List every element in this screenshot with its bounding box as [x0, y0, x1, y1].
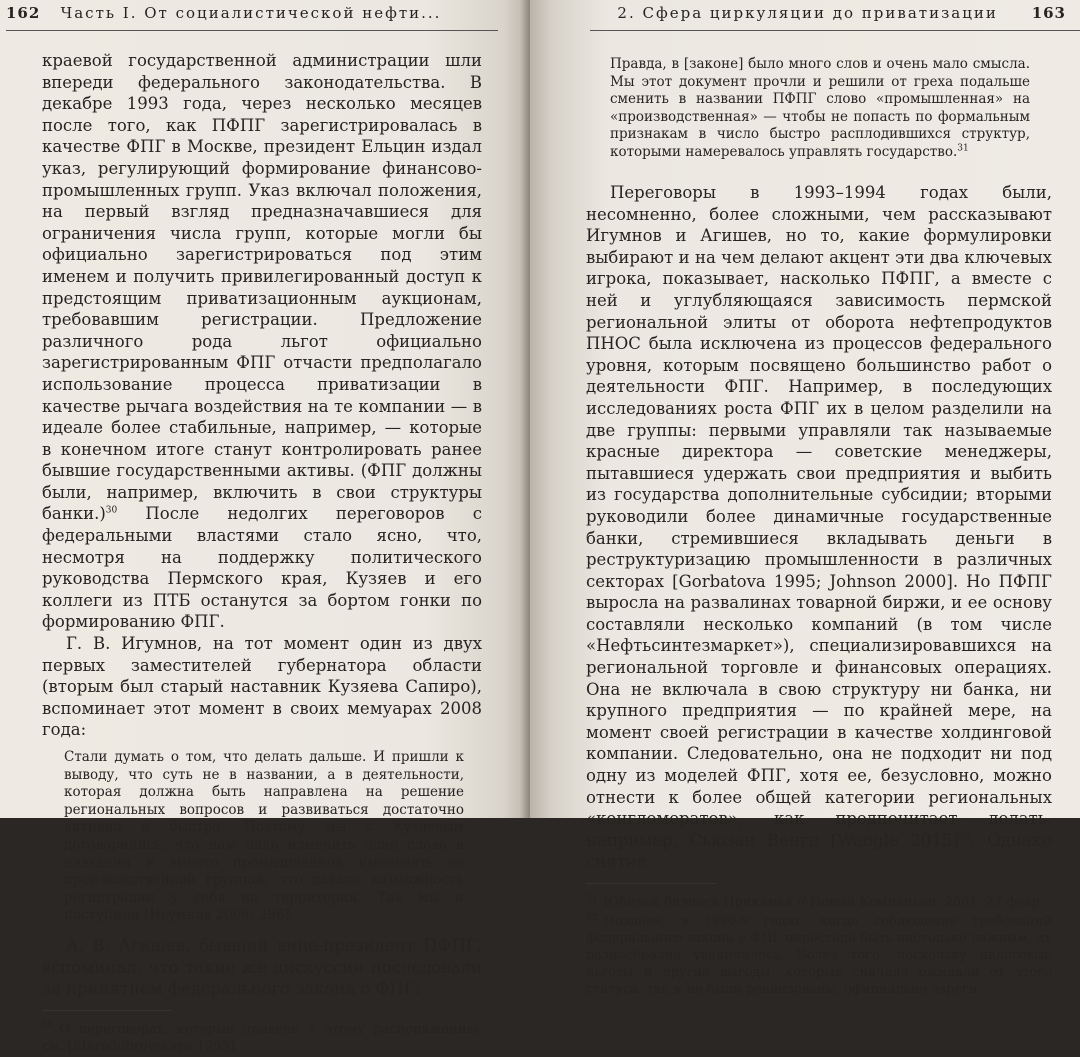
right-body-text: [586, 182, 1052, 1000]
footnote-30: [42, 1021, 482, 1055]
right-footnotes: [586, 894, 1052, 998]
footnote-32-text: Позднее, в 1990-х годах, когда соблюдение требований федерального закона о ФПГ перестало быть настолько важным, их разнообразие увеличилось. Более того, поскольку налоговые льготы и другие выгоды, которых сначала ожидали от этого статуса, так и не были реализованы, официально зареги-: [586, 914, 1052, 997]
right-page-number: 163: [1031, 4, 1066, 22]
left-paragraph-1: [42, 50, 482, 633]
footnote-30-text: О переговорах, которые привели к этому распоряжению, см. [Starodubrovskaya 1995].: [42, 1021, 482, 1054]
left-paragraph-1-continuation: После недолгих переговоров с федеральными властями стало ясно, что, несмотря на поддержку политического руководства Пермского края, Кузяев и его коллеги из ПТБ останутся за бортом гонки по формированию ФПГ.: [42, 504, 482, 632]
right-quote-text: Правда, в [законе] было много слов и очень мало смысла. Мы этот документ прочли и решили от греха подальше сменить в названии ПФПГ слово «промышленная» на «производственная» — чтобы не попасть по формальным признакам в число быстро расплодившихся структур, которыми намеревалось управлять государство.: [610, 56, 1030, 160]
footnote-ref-32: 32: [958, 832, 971, 843]
footnote-31: [586, 894, 1052, 911]
right-quote-agishev: [610, 56, 1030, 162]
footnote-31-number: 31: [586, 893, 598, 904]
right-head-rule: [590, 30, 1080, 31]
footnote-ref-31: 31: [957, 143, 969, 154]
footnote-32-number: 32: [586, 912, 598, 923]
left-body-text: [42, 50, 482, 1057]
footnote-30-number: 30: [42, 1020, 54, 1031]
left-head-rule: [6, 30, 498, 31]
right-running-head-title: 2. Сфера циркуляции до приватизации: [617, 4, 998, 22]
left-paragraph-2: Г. В. Игумнов, на тот момент один из двух первых заместителей губернатора области (вторым был старый наставник Кузяева Сапиро), вспоминает этот момент в своих мемуарах 2008 года:: [42, 634, 482, 740]
right-paragraph-1-text: Переговоры в 1993–1994 годах были, несомненно, более сложными, чем рассказывают Игумнов и Агишев, но то, какие формулировки выбирают и на чем делают акцент эти два ключевых игрока, показывает, насколько ПФПГ, а вместе с ней и углубляющаяся зависимость пермской региональной элиты от оборота нефтепродуктов ПНОС была исключена из процессов федерального уровня, которым посвящено большинство работ о деятельности ФПГ. Например, в последующих исследованиях роста ФПГ их в целом разделили на две группы: первыми управляли так называемые красные директора — советские менеджеры, пытавшиеся удержать свои предприятия и выбить из государства дополнительные субсидии; вторыми руководили более динамичные государственные банки, стремившиеся вкладывать деньги в реструктуризацию промышленности в различных секторах [Gorbatova 1995; Johnson 2000]. Но ПФПГ выросла на развалинах товарной биржи, и ее основу составляли несколько компаний (в том числе «Нефтьсинтезмаркет»), специализировавшихся на региональной торговле и финансовых операциях. Она не включала в свою структуру ни банка, ни крупного предприятия — по крайней мере, на момент своей регистрации в качестве холдинговой компании. Следовательно, она не подходит ни под одну из моделей ФПГ, хотя ее, безусловно, можно отнести к более общей категории региональных «конгломератов», как предпочитает делать, например, Сьюзан Венгл [Wengle 2015]: [586, 183, 1052, 850]
right-footnote-rule: [586, 883, 716, 884]
footnote-ref-30: 30: [105, 505, 118, 516]
left-paragraph-1-text: краевой государственной администрации шли впереди федерального законодательства. В декабре 1993 года, через несколько месяцев после того, как ПФПГ зарегистрировалась в качестве ФПГ в Москве, президент Ельцин издал указ, регулирующий формирование финансово-промышленных групп. Указ включал положения, на первый взгляд предназначавшиеся для ограничения числа групп, которые могли бы официально зарегистрироваться под этим именем и получить привилегированный доступ к предстоящим приватизационным аукционам, требовавшим регистрации. Предложение различного рода льгот официально зарегистрированным ФПГ отчасти предполагало использование процесса приватизации в качестве рычага воздействия на те компании — в идеале более стабильные, например, — которые в конечном итоге станут контролировать ранее бывшие государственными активы. (ФПГ должны были, например, включить в свои структуры банки.): [42, 51, 482, 524]
left-page-number: 162: [6, 4, 41, 22]
right-page: [530, 0, 1080, 997]
left-page: [0, 0, 530, 1054]
left-footnote-rule: [42, 1010, 172, 1011]
footnote-32: [586, 913, 1052, 998]
footnote-31-text: Юбилей бизнеса Прикамья // Новый Компаньон. 2001. 27 февр.: [603, 895, 1045, 910]
left-quote-igumnov: Стали думать о том, что делать дальше. И пришли к выводу, что суть не в названии, а в деятельности, которая должна быть направлена на решение региональных вопросов и развиваться достаточно активно и быстро. Поэтому мы с Кузяевым договорились, что нам надо изменить одно слово в названии и вместо промышленной именовать ее производственной группой, что давало возможность регистрации у себя на территории. Так мы и поступили [Игумнов 2008: 296].: [64, 749, 464, 924]
right-paragraph-1: [586, 182, 1052, 873]
right-running-head: [617, 4, 1066, 22]
left-running-head: [6, 4, 441, 22]
left-footnotes: [42, 1021, 482, 1055]
left-running-head-title: Часть I. От социалистической нефти...: [60, 4, 442, 22]
right-paragraph-1-tail: . Однако снятие: [586, 830, 1052, 872]
left-paragraph-3: А. В. Агишев, бывший вице-президент ПФПГ, вспоминал, что такие же дискуссии последовали за принятием федерального закона о ФПГ:: [42, 935, 482, 999]
